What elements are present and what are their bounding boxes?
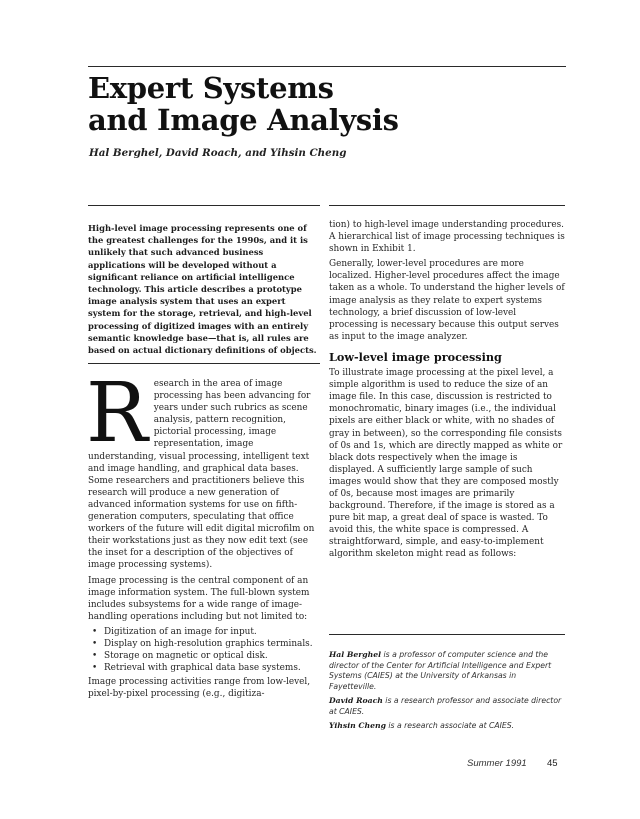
right-column-top-rule <box>329 205 565 206</box>
abstract-top-rule <box>88 205 320 206</box>
operations-list <box>88 626 320 674</box>
intro-paragraph-1-text: esearch in the area of image processing has been advancing for years under such rubrics as scene analysis, pattern recognition, pictorial processing, image representation, image understanding, visual processing, intelligent text and image handling, and graphical data bases. Some researchers and practitioners believe this research will produce a new generation of advanced information systems for use on fifth-generation computers, speculating that office workers of the future will edit digital microfilm on their workstations just as they now edit text (see the inset for a description of the objectives of image processing systems). <box>88 379 315 571</box>
bio-text: is a professor of computer science and the director of the Center for Artificial Intelligence and Expert Systems (CAIES) at the University of Arkansas in Fayetteville. <box>329 650 552 691</box>
intro-column <box>86 366 320 703</box>
bio-name: Hal Berghel <box>329 650 382 659</box>
title-line-2: and Image Analysis <box>88 103 399 137</box>
abstract-bottom-rule <box>88 363 320 364</box>
bio-roach <box>329 696 565 717</box>
list-item: • Retrieval with graphical data base systems. <box>104 662 320 674</box>
right-paragraph-2: Generally, lower-level procedures are more localized. Higher-level procedures affect the image taken as a whole. To understand the higher levels of image analysis as they relate to expert systems technology, a brief discussion of low-level processing is necessary because this output serves as input to the image analyzer. <box>329 259 565 342</box>
title-line-1: Expert Systems <box>88 71 334 105</box>
list-item: • Display on high-resolution graphics terminals. <box>104 638 320 650</box>
page-number: 45 <box>547 758 558 769</box>
bio-cheng <box>329 721 565 732</box>
bios-top-rule <box>329 634 565 635</box>
title-top-rule <box>88 66 566 67</box>
author-bios <box>329 650 565 736</box>
bio-name: Yihsin Cheng <box>329 721 386 730</box>
bio-text: is a research professor and associate director at CAIES. <box>329 696 562 716</box>
bio-text: is a research associate at CAIES. <box>385 721 515 730</box>
list-item: • Storage on magnetic or optical disk. <box>104 650 320 662</box>
right-paragraph-3: To illustrate image processing at the pixel level, a simple algorithm is used to reduce the size of an image file. In this case, discussion is restricted to monochromatic, binary images (i.e., the individual pixels are either black or white, with no shades of gray in between), so the corresponding file consists of 0s and 1s, which are directly mapped as white or black dots respectively when the image is displayed. A sufficiently large sample of such images would show that they are composed mostly of 0s, because most images are primarily background. Therefore, if the image is stored as a pure bit map, a great deal of space is wasted. To avoid this, the white space is compressed. A straightforward, simple, and easy-to-implement algorithm skeleton might read as follows: <box>329 368 563 560</box>
section-heading: Low-level image processing <box>329 349 502 364</box>
drop-cap: R <box>86 366 148 461</box>
list-item: • Digitization of an image for input. <box>104 626 320 638</box>
intro-paragraph-2: Image processing is the central component of an image information system. The full-blown system includes subsystems for a wide range of image-handling operations including but not limited to: <box>88 575 310 622</box>
intro-paragraph-3: Image processing activities range from low-level, pixel-by-pixel processing (e.g., digitiza- <box>88 677 311 700</box>
article-title <box>88 72 399 136</box>
right-column <box>329 219 565 564</box>
bio-berghel <box>329 650 565 692</box>
footer-issue: Summer 1991 <box>467 758 527 769</box>
intro-paragraph-1 <box>86 366 320 572</box>
right-paragraph-1: tion) to high-level image understanding procedures. A hierarchical list of image processing techniques is shown in Exhibit 1. <box>329 220 565 255</box>
bio-name: David Roach <box>329 696 383 705</box>
article-authors: Hal Berghel, David Roach, and Yihsin Cheng <box>89 147 347 159</box>
abstract: High-level image processing represents one of the greatest challenges for the 1990s, and it is unlikely that such advanced business applications will be developed without a significant reliance on artificial intelligence technology. This article describes a prototype image analysis system that uses an expert system for the storage, retrieval, and high-level processing of digitized images with an entirely semantic knowledge base—that is, all rules are based on actual dictionary definitions of objects. <box>88 223 317 356</box>
